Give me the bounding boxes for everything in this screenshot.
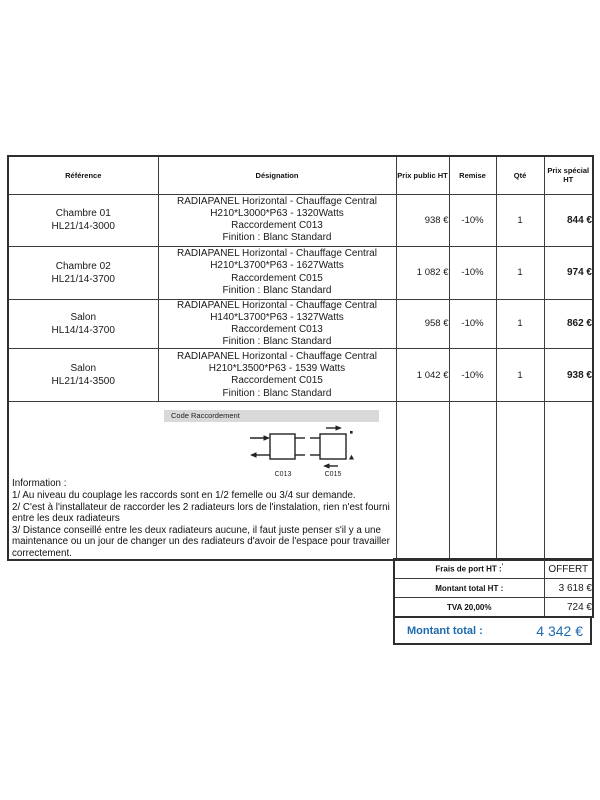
prix-special-cell: 938 € xyxy=(544,349,593,402)
reference-room: Chambre 01 xyxy=(55,208,111,219)
empty-cell xyxy=(544,402,593,560)
quote-table xyxy=(7,155,594,561)
prix-special-cell: 844 € xyxy=(544,194,593,246)
prix-public-cell: 1 042 € xyxy=(396,349,449,402)
shipping-label: Frais de port HT :' xyxy=(394,559,544,579)
col-header-remise: Remise xyxy=(449,156,496,194)
table-row xyxy=(8,349,593,402)
reference-cell: Salon HL21/14-3500 xyxy=(8,349,158,402)
remise-cell: -10% xyxy=(449,194,496,246)
prix-public-cell: 1 082 € xyxy=(396,246,449,299)
reference-cell xyxy=(8,194,158,246)
code-raccordement-bar xyxy=(164,410,379,422)
tva-value: 724 € xyxy=(544,598,593,618)
col-header-qte: Qté xyxy=(496,156,544,194)
qte-cell: 1 xyxy=(496,194,544,246)
remise-cell: -10% xyxy=(449,299,496,349)
qte-cell: 1 xyxy=(496,349,544,402)
shipping-row xyxy=(394,559,593,579)
designation-cell: RADIAPANEL Horizontal - Chauffage Central H140*L3700*P63 - 1327Watts Raccordement C013 Finition : Blanc Standard xyxy=(158,299,396,349)
designation-cell: RADIAPANEL Horizontal - Chauffage Central H210*L3500*P63 - 1539 Watts Raccordement C015 Finition : Blanc Standard xyxy=(158,349,396,402)
qte-cell: 1 xyxy=(496,246,544,299)
grand-total-label: Montant total : xyxy=(407,624,483,637)
raccordement-diagram-icon xyxy=(247,425,372,469)
prix-special-cell: 974 € xyxy=(544,246,593,299)
information-cell xyxy=(8,402,396,560)
reference-cell: Salon HL14/14-3700 xyxy=(8,299,158,349)
prix-public-cell: 958 € xyxy=(396,299,449,349)
remise-cell: -10% xyxy=(449,349,496,402)
shipping-value: OFFERT xyxy=(544,559,593,579)
col-header-reference: Référence xyxy=(8,156,158,194)
prix-public-cell: 938 € xyxy=(396,194,449,246)
qte-cell: 1 xyxy=(496,299,544,349)
empty-cell xyxy=(496,402,544,560)
table-row xyxy=(8,299,593,349)
designation-cell: RADIAPANEL Horizontal - Chauffage Central H210*L3700*P63 - 1627Watts Raccordement C015 Finition : Blanc Standard xyxy=(158,246,396,299)
designation-cell: RADIAPANEL Horizontal - Chauffage Central H210*L3000*P63 - 1320Watts Raccordement C013 Finition : Blanc Standard xyxy=(158,194,396,246)
subtotal-value: 3 618 € xyxy=(544,579,593,598)
subtotal-row xyxy=(394,579,593,598)
information-text: Information : 1/ Au niveau du couplage les raccords sont en 1/2 femelle ou 3/4 sur demande. 2/ C'est à l'installateur de raccorder les 2 radiateurs lors de l'instalation, rien n'est fourni entre les deux radiateurs 3/ Distance conseillé entre les deux radiateurs aucune, il faut juste penser s'il y a une maintenance ou un jour de changer un des radiateurs d'avoir de l'espace pour travailler correctement. xyxy=(12,478,390,559)
subtotal-label: Montant total HT : xyxy=(394,579,544,598)
grand-total-value: 4 342 € xyxy=(536,622,583,639)
reference-code: HL21/14-3000 xyxy=(51,221,115,232)
reference-cell: Chambre 02 HL21/14-3700 xyxy=(8,246,158,299)
empty-cell xyxy=(449,402,496,560)
table-row xyxy=(8,194,593,246)
code-c013-label: C013 xyxy=(274,471,292,479)
raccordement-diagram xyxy=(247,425,372,483)
tva-row xyxy=(394,598,593,618)
code-c015-label: C015 xyxy=(324,471,342,479)
col-header-prix-public: Prix public HT xyxy=(396,156,449,194)
prix-special-cell: 862 € xyxy=(544,299,593,349)
totals-table xyxy=(393,558,594,618)
empty-cell xyxy=(396,402,449,560)
col-header-prix-special: Prix spécial HT xyxy=(544,156,593,194)
remise-cell: -10% xyxy=(449,246,496,299)
information-row xyxy=(8,402,593,560)
col-header-designation: Désignation xyxy=(158,156,396,194)
code-raccordement-title: Code Raccordement xyxy=(171,411,240,421)
table-header-row xyxy=(8,156,593,194)
table-row xyxy=(8,246,593,299)
grand-total-box xyxy=(393,616,592,645)
tva-label: TVA 20,00% xyxy=(394,598,544,618)
